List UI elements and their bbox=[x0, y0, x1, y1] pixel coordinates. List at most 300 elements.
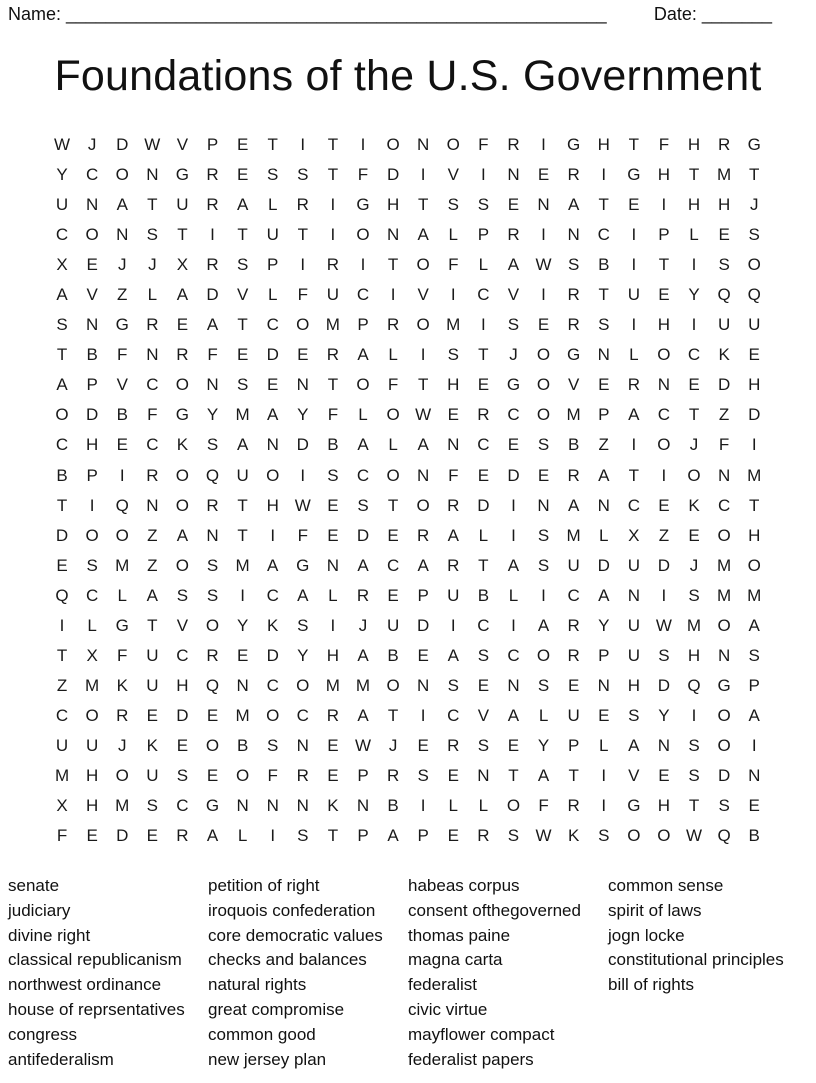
grid-letter: N bbox=[597, 495, 610, 515]
grid-letter: D bbox=[717, 766, 731, 785]
grid-letter: A bbox=[236, 195, 249, 215]
grid-letter: O bbox=[747, 255, 761, 275]
grid-letter: L bbox=[87, 615, 97, 635]
grid-letter: E bbox=[176, 315, 189, 335]
grid-letter: K bbox=[267, 615, 279, 635]
grid-letter: O bbox=[657, 435, 671, 455]
grid-letter: C bbox=[146, 375, 159, 395]
grid-letter: U bbox=[627, 645, 640, 665]
grid-letter: Y bbox=[688, 285, 700, 305]
grid-letter: S bbox=[357, 495, 369, 515]
grid-letter: L bbox=[328, 585, 338, 605]
grid-letter: R bbox=[206, 165, 219, 185]
grid-letter: E bbox=[507, 435, 520, 455]
grid-letter: R bbox=[567, 465, 580, 485]
grid-letter: Q bbox=[205, 465, 220, 485]
grid-letter: N bbox=[597, 345, 610, 365]
grid-letter: O bbox=[85, 705, 99, 725]
grid-letter: A bbox=[236, 435, 249, 455]
grid-letter: E bbox=[206, 705, 219, 725]
grid-letter: A bbox=[417, 435, 429, 455]
grid-letter: R bbox=[296, 195, 309, 215]
grid-letter: S bbox=[477, 195, 490, 215]
grid-letter: M bbox=[235, 555, 250, 575]
word-list-item: new jersey plan bbox=[208, 1049, 327, 1069]
word-list-item: senate bbox=[8, 876, 60, 895]
grid-letter: F bbox=[267, 766, 278, 785]
grid-letter: S bbox=[206, 435, 219, 455]
grid-letter: K bbox=[116, 675, 128, 695]
grid-letter: Q bbox=[55, 585, 69, 605]
grid-letter: G bbox=[356, 195, 370, 215]
grid-letter: T bbox=[56, 345, 68, 365]
grid-letter: A bbox=[447, 525, 459, 545]
grid-letter: U bbox=[236, 465, 249, 485]
grid-letter: R bbox=[567, 645, 580, 665]
grid-letter: R bbox=[447, 555, 460, 575]
grid-letter: O bbox=[536, 345, 551, 365]
grid-letter: C bbox=[567, 585, 580, 605]
grid-letter: J bbox=[148, 255, 157, 275]
grid-letter: C bbox=[477, 285, 490, 305]
grid-letter: S bbox=[176, 766, 189, 785]
grid-letter: V bbox=[116, 375, 128, 395]
word-list-item: constitutional principles bbox=[608, 950, 784, 970]
grid-letter: A bbox=[537, 615, 550, 635]
grid-letter: L bbox=[388, 435, 398, 455]
grid-letter: T bbox=[417, 375, 429, 395]
grid-letter: E bbox=[537, 165, 550, 185]
grid-letter: Q bbox=[747, 285, 761, 305]
grid-letter: K bbox=[327, 796, 339, 816]
grid-letter: P bbox=[86, 465, 98, 485]
grid-letter: I bbox=[631, 225, 637, 245]
grid-letter: D bbox=[266, 645, 279, 665]
grid-letter: E bbox=[477, 465, 490, 485]
grid-letter: I bbox=[450, 615, 456, 635]
grid-letter: W bbox=[415, 405, 432, 425]
grid-letter: V bbox=[507, 285, 520, 305]
grid-letter: R bbox=[477, 826, 490, 846]
grid-letter: H bbox=[657, 315, 671, 335]
grid-letter: O bbox=[115, 525, 129, 545]
grid-letter: P bbox=[86, 375, 98, 395]
grid-letter: C bbox=[386, 555, 400, 575]
grid-letter: K bbox=[146, 735, 158, 755]
grid-letter: S bbox=[56, 315, 68, 335]
grid-letter: B bbox=[56, 465, 68, 485]
grid-letter: S bbox=[718, 796, 730, 816]
grid-letter: L bbox=[478, 796, 489, 816]
grid-letter: R bbox=[567, 615, 580, 635]
grid-letter: A bbox=[357, 645, 369, 665]
grid-letter: E bbox=[146, 826, 158, 846]
grid-letter: T bbox=[327, 165, 339, 185]
grid-letter: T bbox=[56, 495, 68, 515]
grid-letter: U bbox=[146, 645, 159, 665]
grid-letter: O bbox=[205, 615, 220, 635]
grid-letter: G bbox=[567, 345, 581, 365]
grid-letter: A bbox=[206, 826, 219, 846]
grid-letter: I bbox=[420, 345, 426, 365]
grid-letter: Y bbox=[56, 165, 68, 185]
grid-letter: O bbox=[266, 465, 280, 485]
grid-letter: S bbox=[447, 345, 459, 365]
grid-letter: A bbox=[176, 285, 189, 305]
grid-letter: E bbox=[417, 735, 429, 755]
grid-letter: N bbox=[236, 675, 249, 695]
grid-letter: O bbox=[266, 705, 280, 725]
grid-letter: G bbox=[717, 675, 731, 695]
grid-letter: F bbox=[448, 465, 459, 485]
grid-letter: T bbox=[237, 225, 248, 245]
grid-letter: J bbox=[117, 255, 127, 275]
grid-letter: M bbox=[235, 705, 250, 725]
grid-letter: N bbox=[537, 495, 550, 515]
grid-letter: N bbox=[266, 435, 279, 455]
word-list-item: congress bbox=[8, 1024, 77, 1044]
grid-letter: I bbox=[360, 255, 366, 275]
grid-letter: P bbox=[598, 645, 610, 665]
grid-letter: A bbox=[748, 705, 760, 725]
grid-letter: M bbox=[747, 585, 762, 605]
page-title: Foundations of the U.S. Government bbox=[54, 52, 762, 100]
grid-letter: M bbox=[566, 405, 581, 425]
grid-letter: T bbox=[387, 495, 399, 515]
grid-letter: T bbox=[297, 225, 308, 245]
grid-letter: E bbox=[598, 375, 610, 395]
word-list-item: northwest ordinance bbox=[8, 975, 162, 995]
grid-letter: U bbox=[146, 766, 159, 785]
grid-letter: G bbox=[506, 375, 521, 395]
grid-letter: B bbox=[387, 645, 399, 665]
grid-letter: B bbox=[477, 585, 490, 605]
grid-letter: K bbox=[567, 826, 580, 846]
grid-letter: M bbox=[717, 555, 732, 575]
grid-letter: D bbox=[266, 345, 279, 365]
grid-letter: O bbox=[356, 225, 370, 245]
grid-letter: E bbox=[537, 465, 550, 485]
grid-letter: R bbox=[386, 315, 400, 335]
grid-letter: I bbox=[661, 585, 667, 605]
grid-letter: I bbox=[360, 135, 366, 155]
grid-letter: O bbox=[55, 405, 69, 425]
grid-letter: E bbox=[477, 675, 490, 695]
grid-letter: A bbox=[507, 705, 520, 725]
grid-letter: I bbox=[330, 225, 336, 245]
grid-letter: I bbox=[631, 435, 637, 455]
grid-letter: C bbox=[55, 435, 69, 455]
grid-letter: C bbox=[507, 645, 520, 665]
grid-letter: C bbox=[447, 705, 460, 725]
grid-letter: Z bbox=[658, 525, 670, 545]
grid-letter: T bbox=[508, 766, 519, 785]
grid-letter: T bbox=[327, 135, 339, 155]
grid-letter: A bbox=[567, 495, 580, 515]
grid-letter: A bbox=[628, 735, 640, 755]
grid-letter: D bbox=[597, 555, 610, 575]
grid-letter: N bbox=[507, 165, 520, 185]
grid-letter: U bbox=[86, 735, 99, 755]
grid-letter: N bbox=[326, 555, 340, 575]
grid-letter: Y bbox=[598, 615, 610, 635]
grid-letter: N bbox=[657, 375, 671, 395]
grid-letter: F bbox=[327, 405, 339, 425]
grid-letter: U bbox=[627, 555, 640, 575]
grid-letter: T bbox=[327, 826, 339, 846]
grid-letter: F bbox=[117, 345, 128, 365]
date-field[interactable]: Date: _______ bbox=[653, 4, 772, 24]
grid-letter: N bbox=[507, 675, 520, 695]
grid-letter: D bbox=[116, 826, 129, 846]
grid-letter: G bbox=[115, 615, 129, 635]
grid-letter: D bbox=[356, 525, 370, 545]
grid-letter: F bbox=[117, 645, 128, 665]
grid-letter: V bbox=[86, 285, 98, 305]
grid-letter: I bbox=[210, 225, 215, 245]
grid-letter: T bbox=[568, 766, 579, 785]
grid-letter: P bbox=[598, 405, 610, 425]
grid-letter: E bbox=[748, 796, 760, 816]
grid-letter: B bbox=[387, 796, 399, 816]
grid-letter: R bbox=[356, 585, 370, 605]
grid-letter: P bbox=[357, 766, 369, 785]
grid-letter: N bbox=[748, 766, 761, 785]
grid-letter: A bbox=[267, 405, 279, 425]
grid-letter: S bbox=[206, 555, 219, 575]
word-list-item: mayflower compact bbox=[408, 1024, 555, 1044]
grid-letter: L bbox=[478, 525, 489, 545]
grid-letter: A bbox=[297, 585, 309, 605]
grid-letter: S bbox=[748, 645, 760, 665]
grid-letter: A bbox=[116, 195, 128, 215]
grid-letter: S bbox=[748, 225, 760, 245]
grid-letter: V bbox=[628, 766, 640, 785]
grid-letter: R bbox=[567, 165, 580, 185]
grid-letter: X bbox=[176, 255, 189, 275]
grid-letter: P bbox=[658, 225, 670, 245]
grid-letter: Y bbox=[297, 405, 309, 425]
grid-letter: S bbox=[236, 375, 249, 395]
grid-letter: F bbox=[448, 255, 459, 275]
grid-letter: S bbox=[537, 555, 550, 575]
grid-letter: D bbox=[86, 405, 99, 425]
grid-letter: S bbox=[297, 615, 309, 635]
grid-letter: R bbox=[627, 375, 640, 395]
grid-letter: U bbox=[567, 555, 580, 575]
grid-letter: C bbox=[55, 225, 69, 245]
grid-letter: O bbox=[85, 225, 99, 245]
grid-letter: I bbox=[270, 525, 276, 545]
grid-letter: J bbox=[689, 435, 699, 455]
grid-letter: N bbox=[717, 465, 731, 485]
grid-letter: R bbox=[477, 405, 490, 425]
grid-letter: T bbox=[147, 615, 158, 635]
grid-letter: U bbox=[717, 315, 731, 335]
grid-letter: C bbox=[86, 165, 99, 185]
grid-letter: T bbox=[56, 645, 68, 665]
grid-letter: U bbox=[176, 195, 189, 215]
grid-letter: R bbox=[447, 735, 460, 755]
grid-letter: I bbox=[511, 525, 516, 545]
grid-letter: N bbox=[236, 796, 249, 816]
grid-letter: D bbox=[748, 405, 761, 425]
grid-letter: S bbox=[598, 826, 610, 846]
grid-letter: J bbox=[388, 735, 398, 755]
grid-letter: H bbox=[657, 796, 671, 816]
grid-letter: L bbox=[478, 255, 489, 275]
grid-letter: N bbox=[356, 796, 370, 816]
grid-letter: N bbox=[627, 585, 640, 605]
grid-letter: T bbox=[628, 135, 640, 155]
grid-letter: R bbox=[116, 705, 129, 725]
grid-letter: O bbox=[386, 675, 400, 695]
grid-letter: C bbox=[477, 615, 490, 635]
grid-letter: E bbox=[146, 705, 158, 725]
word-list-item: magna carta bbox=[408, 950, 503, 970]
grid-letter: V bbox=[176, 615, 189, 635]
grid-letter: W bbox=[535, 826, 552, 846]
grid-letter: L bbox=[388, 345, 398, 365]
grid-letter: M bbox=[355, 675, 371, 695]
grid-letter: S bbox=[477, 735, 490, 755]
grid-letter: E bbox=[507, 735, 520, 755]
grid-letter: E bbox=[206, 766, 219, 785]
grid-letter: O bbox=[717, 705, 731, 725]
grid-letter: A bbox=[507, 555, 520, 575]
grid-letter: G bbox=[175, 165, 190, 185]
grid-letter: P bbox=[206, 135, 219, 155]
word-list-item: classical republicanism bbox=[8, 950, 182, 970]
grid-letter: E bbox=[86, 255, 98, 275]
grid-letter: O bbox=[386, 135, 400, 155]
grid-letter: M bbox=[325, 675, 340, 695]
grid-letter: T bbox=[177, 225, 188, 245]
grid-letter: E bbox=[56, 555, 68, 575]
word-list-item: federalist papers bbox=[408, 1049, 534, 1069]
grid-letter: H bbox=[176, 675, 189, 695]
grid-letter: O bbox=[416, 255, 430, 275]
grid-letter: M bbox=[235, 405, 250, 425]
grid-letter: O bbox=[175, 555, 190, 575]
grid-letter: O bbox=[536, 405, 551, 425]
grid-letter: I bbox=[420, 796, 426, 816]
word-list-item: habeas corpus bbox=[408, 876, 520, 895]
grid-letter: H bbox=[447, 375, 460, 395]
grid-letter: R bbox=[507, 225, 520, 245]
grid-letter: P bbox=[357, 315, 369, 335]
grid-letter: E bbox=[477, 375, 490, 395]
grid-letter: N bbox=[386, 225, 400, 245]
word-list-item: core democratic values bbox=[208, 925, 383, 945]
grid-letter: E bbox=[267, 375, 279, 395]
grid-letter: L bbox=[237, 826, 248, 846]
grid-letter: R bbox=[206, 195, 219, 215]
grid-letter: S bbox=[267, 165, 279, 185]
grid-letter: H bbox=[86, 435, 99, 455]
grid-letter: C bbox=[86, 585, 99, 605]
grid-letter: A bbox=[206, 315, 219, 335]
grid-letter: C bbox=[627, 495, 640, 515]
grid-letter: G bbox=[175, 405, 190, 425]
grid-letter: E bbox=[236, 645, 249, 665]
grid-letter: I bbox=[691, 705, 697, 725]
letter-grid bbox=[47, 130, 769, 851]
grid-letter: E bbox=[297, 345, 309, 365]
grid-letter: H bbox=[86, 766, 99, 785]
grid-letter: B bbox=[116, 405, 128, 425]
word-list-item: judiciary bbox=[8, 900, 71, 920]
grid-letter: I bbox=[541, 225, 546, 245]
grid-letter: N bbox=[86, 315, 99, 335]
grid-letter: O bbox=[386, 405, 400, 425]
grid-letter: O bbox=[717, 615, 731, 635]
word-list-item: federalist bbox=[408, 975, 477, 995]
grid-letter: V bbox=[236, 285, 249, 305]
name-field[interactable]: Name: ______________________________________________________ bbox=[8, 4, 607, 24]
grid-letter: U bbox=[447, 585, 460, 605]
grid-letter: N bbox=[296, 796, 309, 816]
grid-letter: R bbox=[417, 525, 430, 545]
grid-letter: B bbox=[86, 345, 98, 365]
grid-letter: C bbox=[356, 465, 370, 485]
grid-letter: U bbox=[55, 735, 69, 755]
grid-letter: T bbox=[628, 465, 640, 485]
grid-letter: L bbox=[117, 585, 127, 605]
grid-letter: A bbox=[628, 405, 640, 425]
grid-letter: H bbox=[657, 165, 671, 185]
grid-letter: I bbox=[300, 465, 306, 485]
grid-letter: C bbox=[146, 435, 159, 455]
grid-letter: I bbox=[480, 165, 486, 185]
grid-letter: G bbox=[627, 796, 641, 816]
grid-letter: N bbox=[146, 165, 159, 185]
word-list-item: common good bbox=[208, 1024, 316, 1044]
grid-letter: N bbox=[417, 675, 430, 695]
grid-letter: C bbox=[55, 705, 69, 725]
grid-letter: R bbox=[717, 135, 731, 155]
grid-letter: R bbox=[206, 495, 219, 515]
grid-letter: R bbox=[447, 495, 460, 515]
grid-letter: F bbox=[538, 796, 549, 816]
grid-letter: R bbox=[326, 705, 340, 725]
grid-letter: D bbox=[717, 375, 731, 395]
grid-letter: Q bbox=[717, 285, 731, 305]
grid-letter: P bbox=[357, 826, 369, 846]
word-list-item: checks and balances bbox=[208, 950, 367, 970]
grid-letter: L bbox=[147, 285, 158, 305]
grid-letter: M bbox=[446, 315, 461, 335]
grid-letter: D bbox=[657, 675, 671, 695]
grid-letter: E bbox=[658, 495, 670, 515]
grid-letter: I bbox=[119, 465, 125, 485]
grid-letter: E bbox=[176, 735, 189, 755]
grid-letter: E bbox=[327, 495, 339, 515]
word-list-item: antifederalism bbox=[8, 1049, 114, 1069]
word-list-item: divine right bbox=[8, 925, 91, 945]
grid-letter: E bbox=[718, 225, 730, 245]
grid-letter: N bbox=[116, 225, 129, 245]
grid-letter: F bbox=[297, 525, 308, 545]
grid-letter: C bbox=[717, 495, 731, 515]
grid-letter: D bbox=[206, 285, 219, 305]
grid-letter: R bbox=[146, 465, 159, 485]
grid-letter: S bbox=[718, 255, 730, 275]
header-line bbox=[8, 4, 808, 30]
grid-letter: A bbox=[537, 766, 550, 785]
grid-letter: N bbox=[296, 375, 309, 395]
grid-letter: M bbox=[747, 465, 762, 485]
